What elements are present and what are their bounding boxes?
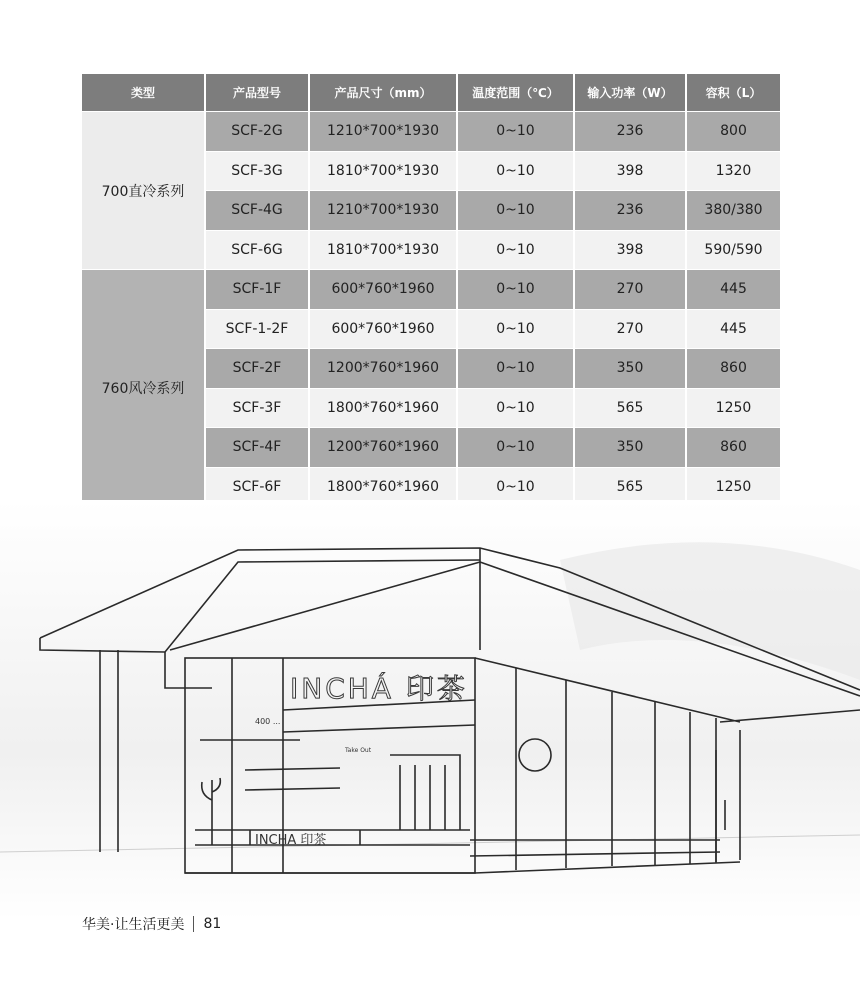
table-row xyxy=(82,270,780,310)
cell-size: 600*760*1960 xyxy=(309,270,457,310)
cell-power: 350 xyxy=(574,428,686,468)
cell-volume: 860 xyxy=(686,349,780,389)
cell-volume: 590/590 xyxy=(686,230,780,270)
group-label: 760风冷系列 xyxy=(82,270,205,507)
cell-power: 236 xyxy=(574,191,686,231)
cell-model: SCF-4G xyxy=(205,191,309,231)
cell-size: 1810*700*1930 xyxy=(309,151,457,191)
cell-model: SCF-1F xyxy=(205,270,309,310)
cell-volume: 1250 xyxy=(686,388,780,428)
cell-power: 236 xyxy=(574,112,686,152)
cell-power: 398 xyxy=(574,151,686,191)
cell-model: SCF-3F xyxy=(205,388,309,428)
cell-size: 1810*700*1930 xyxy=(309,230,457,270)
footer-divider xyxy=(193,916,194,932)
cell-power: 398 xyxy=(574,230,686,270)
cell-power: 565 xyxy=(574,388,686,428)
header-temp: 温度范围（℃） xyxy=(457,74,574,112)
storefront-illustration xyxy=(0,500,860,920)
cell-temp: 0~10 xyxy=(457,270,574,310)
cell-volume: 860 xyxy=(686,428,780,468)
header-model: 产品型号 xyxy=(205,74,309,112)
cell-model: SCF-2G xyxy=(205,112,309,152)
counter-sign: INCHA 印茶 xyxy=(255,833,327,848)
cell-model: SCF-2F xyxy=(205,349,309,389)
cell-size: 1210*700*1930 xyxy=(309,191,457,231)
cell-size: 600*760*1960 xyxy=(309,309,457,349)
cell-size: 1200*760*1960 xyxy=(309,428,457,468)
cell-model: SCF-6F xyxy=(205,467,309,506)
cell-size: 1210*700*1930 xyxy=(309,112,457,152)
cell-temp: 0~10 xyxy=(457,467,574,506)
table-header-row xyxy=(82,74,780,112)
cell-volume: 380/380 xyxy=(686,191,780,231)
cell-model: SCF-1-2F xyxy=(205,309,309,349)
cell-temp: 0~10 xyxy=(457,230,574,270)
cell-model: SCF-6G xyxy=(205,230,309,270)
cell-size: 1800*760*1960 xyxy=(309,388,457,428)
cell-volume: 1320 xyxy=(686,151,780,191)
cell-temp: 0~10 xyxy=(457,388,574,428)
takeout-text: Take Out xyxy=(345,747,372,754)
group-label: 700直冷系列 xyxy=(82,112,205,270)
cell-temp: 0~10 xyxy=(457,309,574,349)
cell-model: SCF-3G xyxy=(205,151,309,191)
header-power: 输入功率（W） xyxy=(574,74,686,112)
cell-volume: 1250 xyxy=(686,467,780,506)
spec-table xyxy=(82,74,780,506)
cell-size: 1200*760*1960 xyxy=(309,349,457,389)
page-footer xyxy=(82,914,221,934)
cell-power: 350 xyxy=(574,349,686,389)
cell-temp: 0~10 xyxy=(457,428,574,468)
page-number: 81 xyxy=(203,916,222,932)
brand-sign: INCHÁ 印茶 xyxy=(290,672,468,705)
cell-power: 270 xyxy=(574,270,686,310)
cell-power: 270 xyxy=(574,309,686,349)
cell-temp: 0~10 xyxy=(457,151,574,191)
cell-volume: 800 xyxy=(686,112,780,152)
cell-power: 565 xyxy=(574,467,686,506)
cell-temp: 0~10 xyxy=(457,112,574,152)
cell-volume: 445 xyxy=(686,270,780,310)
header-volume: 容积（L） xyxy=(686,74,780,112)
footer-slogan: 华美·让生活更美 xyxy=(82,917,185,933)
cell-volume: 445 xyxy=(686,309,780,349)
phone-text: 400 ... xyxy=(255,717,281,726)
table-row xyxy=(82,112,780,152)
cell-temp: 0~10 xyxy=(457,349,574,389)
header-size: 产品尺寸（mm） xyxy=(309,74,457,112)
cell-temp: 0~10 xyxy=(457,191,574,231)
header-type: 类型 xyxy=(82,74,205,112)
cell-size: 1800*760*1960 xyxy=(309,467,457,506)
cell-model: SCF-4F xyxy=(205,428,309,468)
